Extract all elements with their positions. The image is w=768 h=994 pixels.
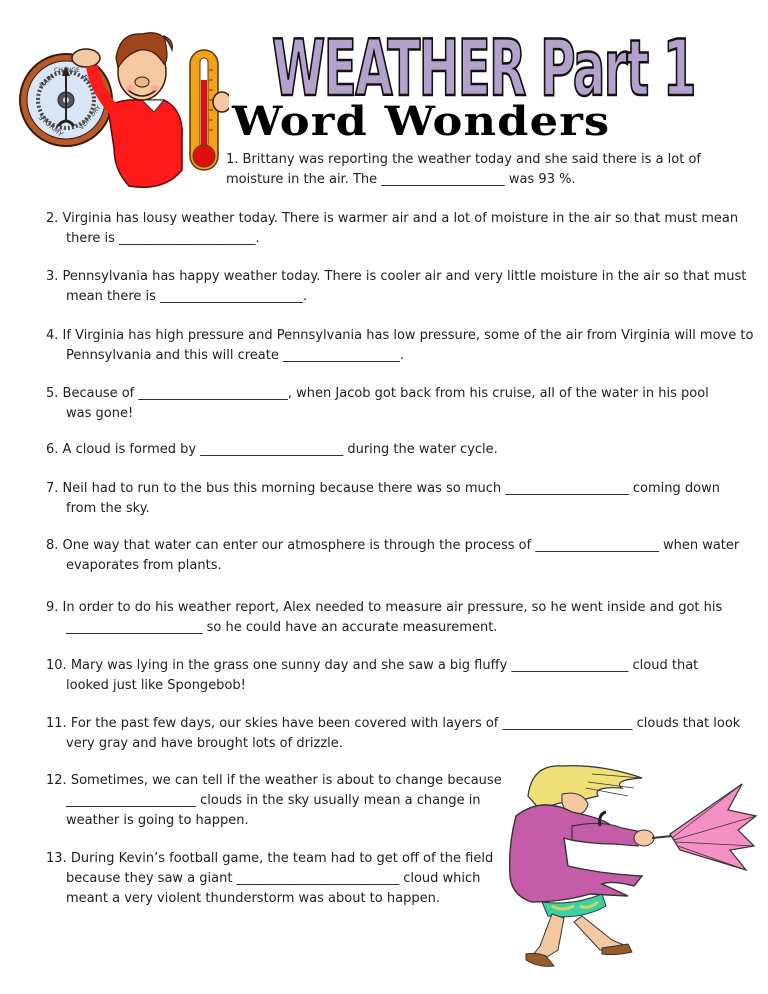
worksheet-subtitle: Word Wonders <box>232 98 611 145</box>
question-5: 5. Because of _______________________, when Jacob got back from his cruise, all of the water in his pool was gone! <box>46 386 709 421</box>
question-number: 12. <box>46 773 67 788</box>
question-13: 13. During Kevin’s football game, the team had to get off of the field because they saw a giant _________________________ cloud which meant a very violent thunderstorm was about to happen. <box>46 851 494 906</box>
answer-blank[interactable]: ___________________ <box>505 481 629 496</box>
answer-blank[interactable]: ____________________ <box>66 793 196 808</box>
question-12: 12. Sometimes, we can tell if the weather is about to change because ____________________ clouds in the sky usually mean a change in weather is going to happen. <box>46 773 502 828</box>
question-8: 8. One way that water can enter our atmosphere is through the process of ___________________ when water evaporates from plants. <box>46 538 740 573</box>
answer-blank[interactable]: _____________________ <box>66 620 203 635</box>
question-number: 13. <box>46 851 67 866</box>
answer-blank[interactable]: ___________________ <box>381 172 505 187</box>
question-number: 1. <box>226 152 239 167</box>
question-number: 3. <box>46 269 59 284</box>
svg-text:STORMY: STORMY <box>36 113 65 139</box>
svg-text:RAIN: RAIN <box>38 72 57 90</box>
question-7: 7. Neil had to run to the bus this morning because there was so much ___________________ coming down from the sky. <box>46 481 720 516</box>
question-4: 4. If Virginia has high pressure and Pennsylvania has low pressure, some of the air from Virginia will move to Pennsylvania and this will create __________________. <box>46 328 754 363</box>
question-9: 9. In order to do his weather report, Alex needed to measure air pressure, so he went inside and got his _____________________ so he could have an accurate measurement. <box>46 600 723 635</box>
question-number: 10. <box>46 658 67 673</box>
answer-blank[interactable]: ______________________ <box>160 289 304 304</box>
question-10: 10. Mary was lying in the grass one sunny day and she saw a big fluffy __________________ cloud that looked just like Spongebob! <box>46 658 699 693</box>
answer-blank[interactable]: __________________ <box>282 348 400 363</box>
question-2: 2. Virginia has lousy weather today. There is warmer air and a lot of moisture in the air so that must mean there is _____________________. <box>46 211 739 246</box>
question-number: 2. <box>46 211 59 226</box>
answer-blank[interactable]: _________________________ <box>236 871 400 886</box>
question-11: 11. For the past few days, our skies have been covered with layers of ____________________ clouds that look very gray and have brought lots of drizzle. <box>46 716 741 751</box>
question-3: 3. Pennsylvania has happy weather today. There is cooler air and very little moisture in the air so that must mean there is ______________________. <box>46 269 747 304</box>
answer-blank[interactable]: ___________________ <box>535 538 659 553</box>
boy-barometer-thermometer-illustration <box>14 20 229 195</box>
thermometer-icon <box>190 50 218 170</box>
answer-blank[interactable]: _______________________ <box>138 386 288 401</box>
worksheet-title: WEATHER Part 1 <box>272 22 696 114</box>
question-number: 7. <box>46 481 59 496</box>
answer-blank[interactable]: __________________ <box>511 658 629 673</box>
question-number: 8. <box>46 538 59 553</box>
svg-text:FAIR: FAIR <box>80 73 98 90</box>
svg-text:VERY DRY: VERY DRY <box>78 104 103 132</box>
question-number: 11. <box>46 716 67 731</box>
answer-blank[interactable]: ____________________ <box>502 716 633 731</box>
question-number: 9. <box>46 600 59 615</box>
question-1: 1. Brittany was reporting the weather today and she said there is a lot of moisture in the air. The ___________________ was 93 %. <box>226 152 701 187</box>
answer-blank[interactable]: _____________________ <box>119 231 256 246</box>
question-number: 6. <box>46 442 59 457</box>
question-6: 6. A cloud is formed by ______________________ during the water cycle. <box>46 442 498 457</box>
question-number: 4. <box>46 328 59 343</box>
question-number: 5. <box>46 386 59 401</box>
answer-blank[interactable]: ______________________ <box>200 442 344 457</box>
woman-umbrella-wind-illustration <box>502 756 764 968</box>
svg-text:CHANGE: CHANGE <box>54 67 80 74</box>
